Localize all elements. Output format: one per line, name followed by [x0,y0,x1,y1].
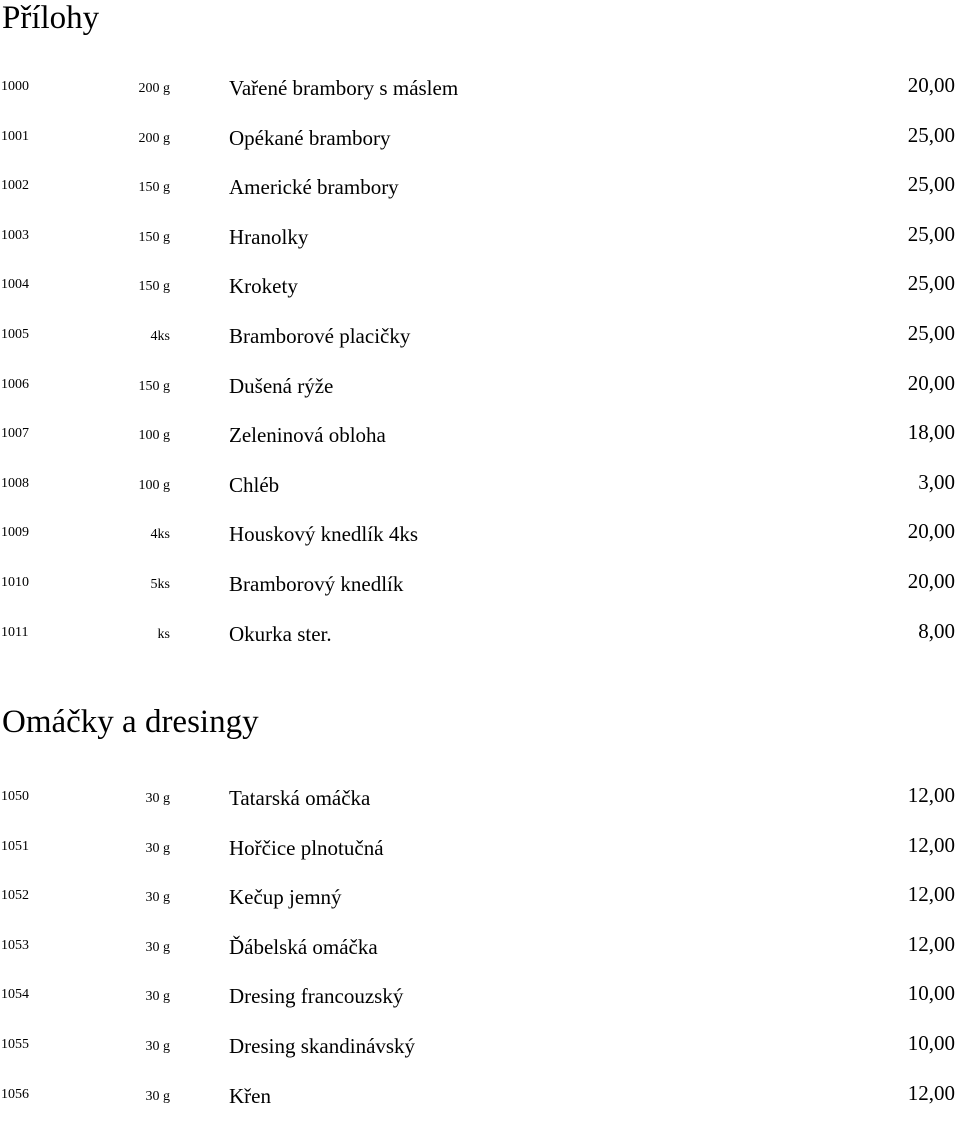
item-price: 18,00 [907,420,955,445]
section-title-prilohy: Přílohy [2,0,100,36]
item-name: Kečup jemný [229,885,342,910]
menu-item [0,165,960,215]
item-code: 1009 [1,525,29,541]
item-name: Krokety [229,274,298,299]
menu-item [0,974,960,1024]
item-portion: 150 g [138,180,170,196]
item-code: 1010 [1,574,29,590]
item-code: 1004 [1,277,29,293]
item-price: 8,00 [918,618,955,643]
item-code: 1055 [1,1036,29,1052]
item-portion: ks [157,626,170,642]
item-portion: 30 g [145,989,170,1005]
menu-item [0,314,960,364]
item-price: 10,00 [907,1030,955,1055]
item-portion: 4ks [150,527,170,543]
section-title-omacky: Omáčky a dresingy [2,704,259,740]
item-code: 1001 [1,128,29,144]
item-portion: 200 g [138,81,170,96]
menu-item [0,512,960,562]
item-portion: 150 g [138,378,170,394]
menu-item [0,66,960,116]
menu-item [0,413,960,463]
item-portion: 30 g [145,840,170,856]
item-portion: 30 g [145,791,170,806]
menu-item [0,826,960,876]
menu-item [0,776,960,826]
item-price: 25,00 [907,271,955,296]
item-name: Hořčice plnotučná [229,835,384,860]
item-name: Dušená rýže [229,373,334,398]
menu-list-prilohy [0,66,960,661]
item-name: Bramborový knedlík [229,571,404,596]
item-code: 1053 [1,937,29,953]
item-price: 12,00 [907,931,955,956]
item-name: Hranolky [229,224,309,249]
item-price: 25,00 [907,172,955,197]
item-portion: 200 g [138,130,170,146]
item-portion: 100 g [138,428,170,444]
item-price: 12,00 [907,882,955,907]
item-price: 12,00 [907,832,955,857]
item-code: 1056 [1,1086,29,1102]
item-code: 1008 [1,475,29,491]
item-price: 12,00 [907,1080,955,1105]
item-code: 1007 [1,426,29,442]
item-portion: 100 g [138,477,170,493]
menu-item [0,264,960,314]
item-portion: 150 g [138,229,170,245]
item-code: 1054 [1,987,29,1003]
item-code: 1052 [1,888,29,904]
item-portion: 5ks [150,576,170,592]
item-name: Tatarská omáčka [229,786,371,810]
item-code: 1006 [1,376,29,392]
item-name: Chléb [229,472,280,497]
item-price: 20,00 [907,73,955,97]
item-code: 1000 [1,79,29,94]
item-price: 10,00 [907,981,955,1006]
item-portion: 30 g [145,1088,170,1104]
item-name: Křen [229,1083,271,1108]
item-code: 1050 [1,789,29,804]
item-code: 1003 [1,227,29,243]
item-price: 25,00 [907,122,955,147]
menu-item [0,1074,960,1123]
item-portion: 4ks [150,328,170,344]
menu-item [0,463,960,513]
item-price: 12,00 [907,783,955,807]
item-portion: 30 g [145,939,170,955]
item-code: 1011 [1,624,29,640]
menu-item [0,925,960,975]
item-portion: 150 g [138,279,170,295]
item-code: 1051 [1,838,29,854]
menu-item [0,364,960,414]
item-name: Dresing skandinávský [229,1033,416,1058]
item-price: 20,00 [907,519,955,544]
item-portion: 30 g [145,1038,170,1054]
item-code: 1005 [1,326,29,342]
item-name: Bramborové placičky [229,323,411,348]
item-price: 3,00 [918,469,955,494]
item-price: 25,00 [907,221,955,246]
menu-item [0,1024,960,1074]
menu-item [0,116,960,166]
item-price: 20,00 [907,568,955,593]
item-name: Houskový knedlík 4ks [229,522,418,547]
item-price: 25,00 [907,320,955,345]
menu-item [0,875,960,925]
item-price: 20,00 [907,370,955,395]
item-name: Okurka ster. [229,621,332,646]
item-name: Vařené brambory s máslem [229,76,459,100]
item-code: 1002 [1,178,29,194]
menu-item [0,612,960,662]
item-name: Opékané brambory [229,125,391,150]
menu-item [0,215,960,265]
item-name: Zeleninová obloha [229,423,386,448]
item-name: Dresing francouzský [229,984,404,1009]
menu-list-omacky [0,776,960,1123]
item-name: Americké brambory [229,175,399,200]
item-portion: 30 g [145,890,170,906]
menu-item [0,562,960,612]
item-name: Ďábelská omáčka [229,934,378,959]
